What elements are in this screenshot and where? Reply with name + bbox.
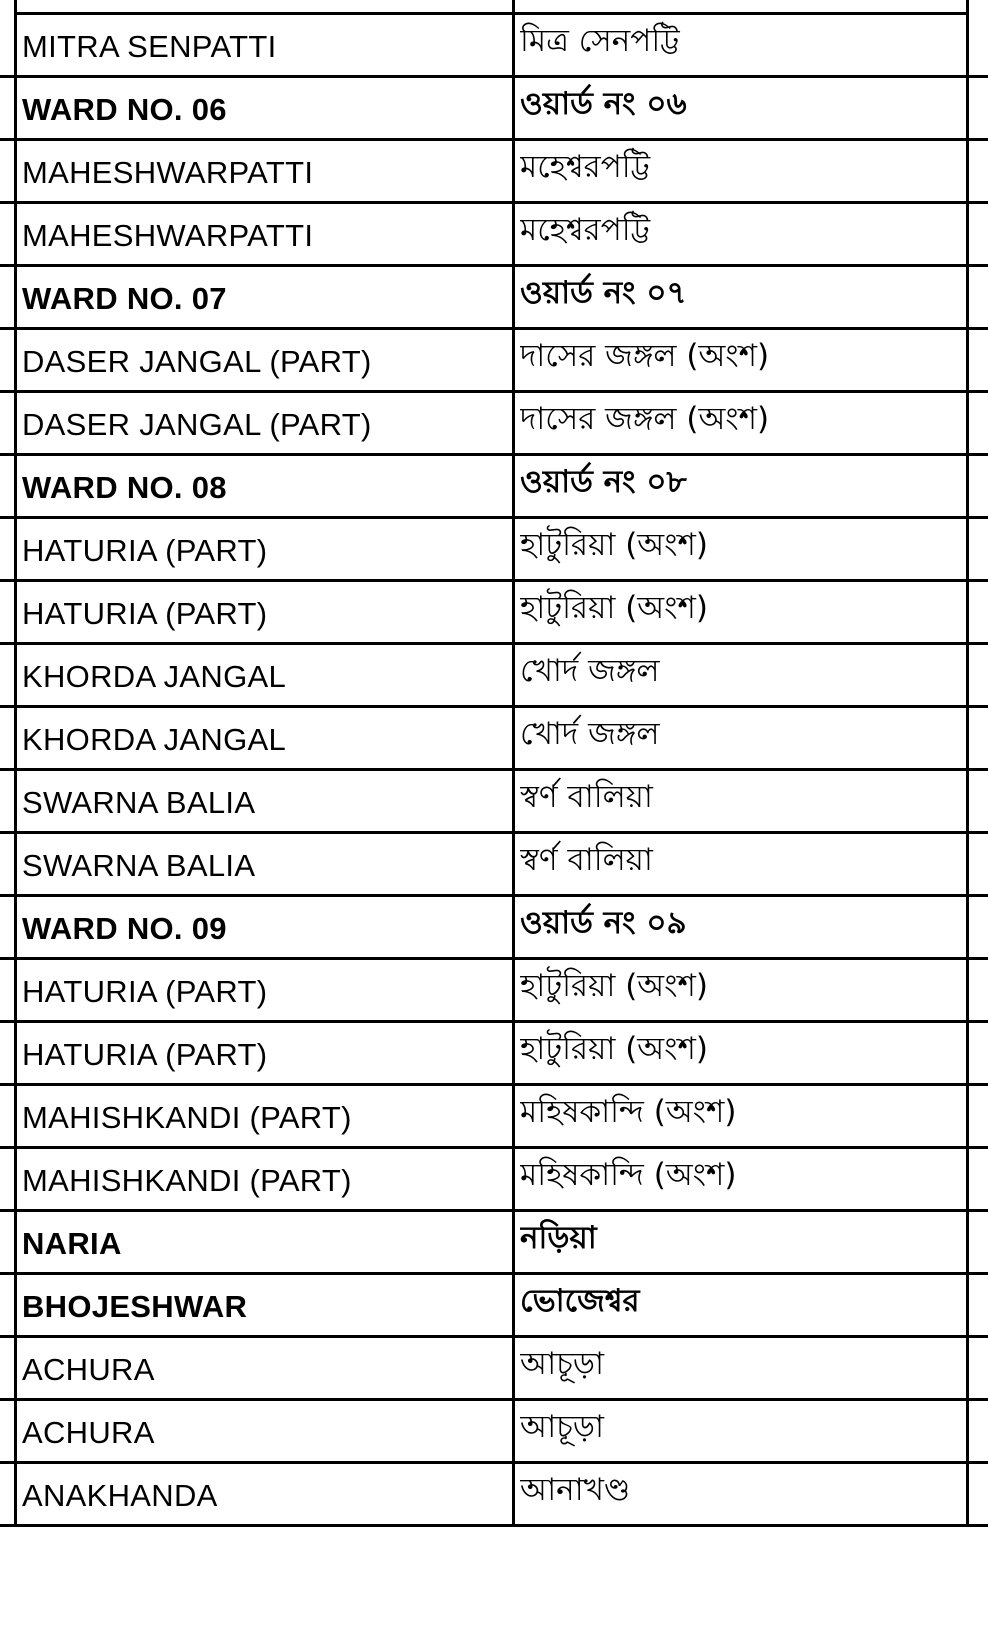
bengali-name-cell: আচূড়া xyxy=(520,1345,605,1382)
english-name-cell: ACHURA xyxy=(22,1414,155,1450)
table-row xyxy=(0,706,988,769)
english-name-cell: WARD NO. 08 xyxy=(22,469,227,505)
table-row xyxy=(0,1210,988,1273)
bengali-name-cell: মিত্র সেনপট্টি xyxy=(520,22,680,59)
bengali-name-cell: দাসের জঙ্গল (অংশ) xyxy=(520,400,770,437)
table-row xyxy=(0,958,988,1021)
table-row xyxy=(0,202,988,265)
table-row xyxy=(0,391,988,454)
bengali-name-cell: ওয়ার্ড নং ০৮ xyxy=(520,463,687,500)
english-name-cell: HATURIA (PART) xyxy=(22,595,268,631)
table-row xyxy=(0,1147,988,1210)
bengali-name-cell: মহেশ্বরপট্টি xyxy=(520,148,651,185)
english-name-cell: MITRA SENPATTI xyxy=(22,28,277,64)
bengali-name-cell: মহিষকান্দি (অংশ) xyxy=(520,1156,737,1193)
english-name-cell: HATURIA (PART) xyxy=(22,532,268,568)
bengali-name-cell: খোর্দ জঙ্গল xyxy=(520,715,660,752)
row-divider-right-stub xyxy=(966,1524,988,1527)
bengali-name-cell: নড়িয়া xyxy=(520,1219,597,1256)
row-divider xyxy=(14,1524,969,1527)
english-name-cell: ANAKHANDA xyxy=(22,1477,218,1513)
bengali-name-cell: হাটুরিয়া (অংশ) xyxy=(520,589,708,626)
bengali-name-cell: ওয়ার্ড নং ০৭ xyxy=(520,274,687,311)
english-name-cell: WARD NO. 07 xyxy=(22,280,227,316)
bengali-name-cell: ওয়ার্ড নং ০৯ xyxy=(520,904,687,941)
english-name-cell: DASER JANGAL (PART) xyxy=(22,343,372,379)
table-row xyxy=(0,769,988,832)
table-row xyxy=(0,580,988,643)
table-row xyxy=(0,1462,988,1525)
bengali-name-cell: ভোজেশ্বর xyxy=(520,1282,640,1319)
english-name-cell: MAHESHWARPATTI xyxy=(22,154,314,190)
english-name-cell: KHORDA JANGAL xyxy=(22,721,287,757)
table-row xyxy=(0,1021,988,1084)
bengali-name-cell: হাটুরিয়া (অংশ) xyxy=(520,1030,708,1067)
english-name-cell: SWARNA BALIA xyxy=(22,847,256,883)
bengali-name-cell: মহিষকান্দি (অংশ) xyxy=(520,1093,737,1130)
bengali-name-cell: ওয়ার্ড নং ০৬ xyxy=(520,85,687,122)
english-name-cell: BHOJESHWAR xyxy=(22,1288,248,1324)
table-row xyxy=(0,139,988,202)
table-row xyxy=(0,1084,988,1147)
column-border-middle xyxy=(512,0,515,1525)
english-name-cell: KHORDA JANGAL xyxy=(22,658,287,694)
table-row xyxy=(0,643,988,706)
english-name-cell: ACHURA xyxy=(22,1351,155,1387)
english-name-cell: NARIA xyxy=(22,1225,122,1261)
table-row xyxy=(0,895,988,958)
english-name-cell: HATURIA (PART) xyxy=(22,1036,268,1072)
table-row xyxy=(0,832,988,895)
bengali-name-cell: মহেশ্বরপট্টি xyxy=(520,211,651,248)
bengali-name-cell: হাটুরিয়া (অংশ) xyxy=(520,967,708,1004)
english-name-cell: WARD NO. 06 xyxy=(22,91,227,127)
table-row xyxy=(0,1273,988,1336)
bengali-name-cell: হাটুরিয়া (অংশ) xyxy=(520,526,708,563)
english-name-cell: MAHISHKANDI (PART) xyxy=(22,1162,352,1198)
bengali-name-cell: স্বর্ণ বালিয়া xyxy=(520,841,653,878)
english-name-cell: WARD NO. 09 xyxy=(22,910,227,946)
table-row xyxy=(0,517,988,580)
table-row xyxy=(0,328,988,391)
bengali-name-cell: আনাখণ্ড xyxy=(520,1471,631,1508)
column-border-right xyxy=(966,0,969,1525)
column-border-left xyxy=(14,0,17,1525)
table-row xyxy=(0,1399,988,1462)
table-row xyxy=(0,1336,988,1399)
table-row xyxy=(0,76,988,139)
table-row xyxy=(0,265,988,328)
english-name-cell: SWARNA BALIA xyxy=(22,784,256,820)
english-name-cell: HATURIA (PART) xyxy=(22,973,268,1009)
english-name-cell: MAHISHKANDI (PART) xyxy=(22,1099,352,1135)
english-name-cell: MAHESHWARPATTI xyxy=(22,217,314,253)
bengali-name-cell: দাসের জঙ্গল (অংশ) xyxy=(520,337,770,374)
table-row xyxy=(0,454,988,517)
english-name-cell: DASER JANGAL (PART) xyxy=(22,406,372,442)
bengali-name-cell: স্বর্ণ বালিয়া xyxy=(520,778,653,815)
table-row xyxy=(0,13,988,76)
bengali-name-cell: আচূড়া xyxy=(520,1408,605,1445)
bengali-name-cell: খোর্দ জঙ্গল xyxy=(520,652,660,689)
